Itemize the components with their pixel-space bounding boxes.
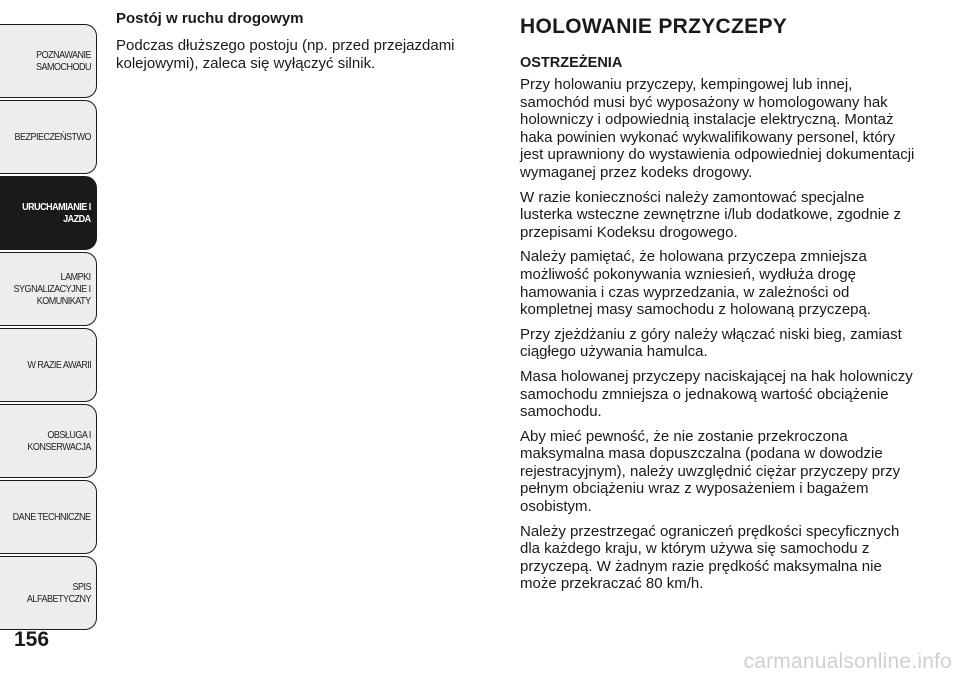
tab-lampki-sygnalizacyjne[interactable]: LAMPKI SYGNALIZACYJNE I KOMUNIKATY: [0, 252, 97, 326]
paragraph: Należy pamiętać, że holowana przyczepa zmniejsza możliwość pokonywania wzniesień, wydłuża drogę hamowania i czas wyprzedzania, w zależności od kompletnej masy samochodu z holowaną przyczepą.: [520, 248, 872, 319]
paragraph: Aby mieć pewność, że nie zostanie przekroczona maksymalna masa dopuszczalna (podana w dowodzie rejestracyjnym), należy uwzględnić ciężar przyczepy przy pełnym obciążeniu wraz z wyposażeniem i bagażem osobistym.: [520, 427, 901, 516]
left-column: [116, 10, 488, 82]
section-subheading: Postój w ruchu drogowym: [116, 10, 304, 27]
paragraph: W razie konieczności należy zamontować specjalne lusterka wsteczne zewnętrzne i/lub dodatkowe, zgodnie z przepisami Kodeksu drogowego.: [520, 188, 902, 241]
tab-obsluga-i-konserwacja[interactable]: OBSŁUGA I KONSERWACJA: [0, 404, 97, 478]
paragraph: Podczas dłuższego postoju (np. przed przejazdami kolejowymi), zaleca się wyłączyć silnik.: [116, 37, 455, 72]
paragraph: Przy holowaniu przyczepy, kempingowej lub innej, samochód musi być wyposażony w homologowany hak holowniczy i odpowiednią instalacje elektryczną. Montaż haka powinien wykonać wykwalifikowany personel, który jest uprawniony do wystawienia odpowiedniej dokumentacji wymaganej przez kodeks drogowy.: [520, 76, 915, 181]
tab-dane-techniczne[interactable]: DANE TECHNICZNE: [0, 480, 97, 554]
right-column: [520, 14, 920, 600]
tab-uruchamianie-i-jazda[interactable]: URUCHAMIANIE I JAZDA: [0, 176, 97, 250]
page-title: HOLOWANIE PRZYCZEPY: [520, 15, 788, 38]
tab-bezpieczenstwo[interactable]: BEZPIECZEŃSTWO: [0, 100, 97, 174]
paragraph: Należy przestrzegać ograniczeń prędkości specyficznych dla każdego kraju, w którym używa się samochodu z przyczepą. W żadnym razie prędkość maksymalna nie może przekraczać 80 km/h.: [520, 522, 900, 593]
paragraph: Masa holowanej przyczepy naciskającej na hak holowniczy samochodu zmniejsza o jednakową wartość obciążenie samochodu.: [520, 367, 913, 421]
page-number: 156: [14, 628, 50, 651]
watermark: carmanualsonline.info: [743, 650, 952, 673]
tab-spis-alfabetyczny[interactable]: SPIS ALFABETYCZNY: [0, 556, 97, 630]
tab-poznawanie-samochodu[interactable]: POZNAWANIE SAMOCHODU: [0, 24, 97, 98]
tab-w-razie-awarii[interactable]: W RAZIE AWARII: [0, 328, 97, 402]
paragraph: Przy zjeżdżaniu z góry należy włączać niski bieg, zamiast ciągłego używania hamulca.: [520, 325, 902, 361]
warning-heading: OSTRZEŻENIA: [520, 55, 623, 71]
